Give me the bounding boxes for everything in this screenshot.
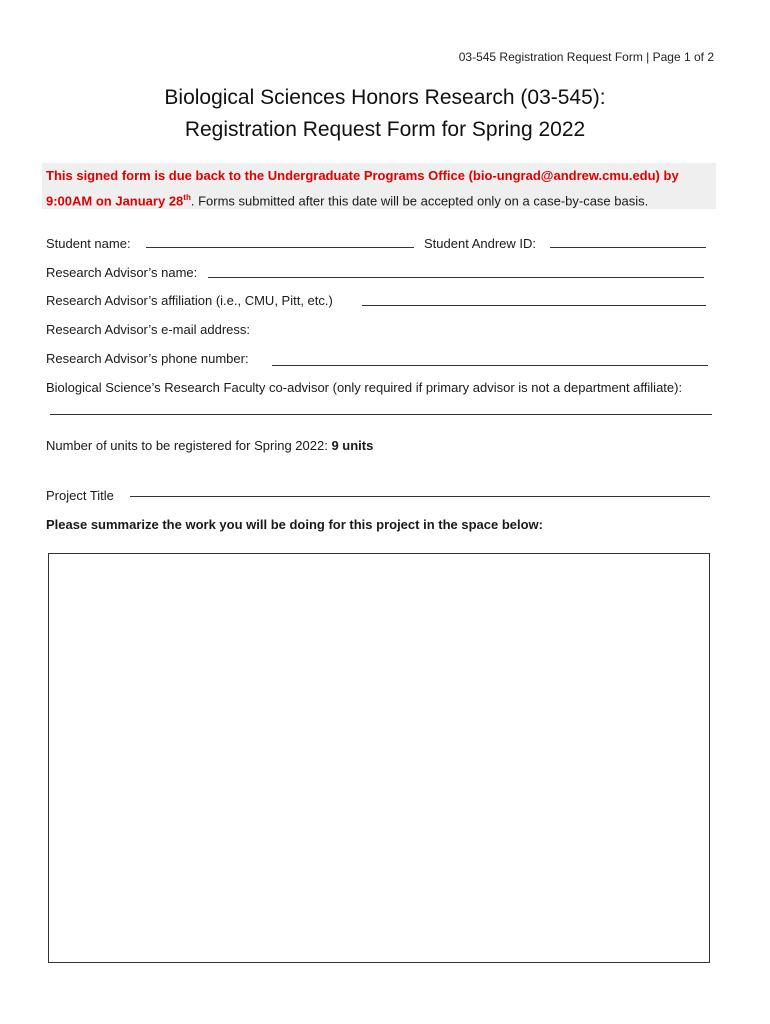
- summary-textarea[interactable]: [48, 553, 710, 963]
- advisor-affiliation-field[interactable]: [362, 305, 706, 306]
- summary-prompt: Please summarize the work you will be doing for this project in the space below:: [46, 517, 543, 532]
- form-title-line2: Registration Request Form for Spring 2022: [184, 118, 586, 141]
- notice-black-text: . Forms submitted after this date will be accepted only on a case-by-case basis.: [190, 193, 649, 209]
- notice-red-text-2: 9:00AM on January 28: [46, 193, 184, 209]
- notice-red-text-1: This signed form is due back to the Undergraduate Programs Office (bio-ungrad@andrew.cmu.edu) by: [46, 168, 679, 183]
- project-title-field[interactable]: [130, 496, 710, 497]
- units-label: Number of units to be registered for Spring 2022:: [46, 438, 328, 453]
- advisor-phone-field[interactable]: [272, 365, 708, 366]
- student-andrew-id-label: Student Andrew ID:: [424, 236, 537, 251]
- advisor-affiliation-label: Research Advisor’s affiliation (i.e., CMU, Pitt, etc.): [46, 293, 333, 308]
- advisor-name-field[interactable]: [208, 277, 704, 278]
- advisor-name-label: Research Advisor’s name:: [46, 265, 198, 280]
- units-value: 9 units: [331, 438, 374, 453]
- advisor-email-label: Research Advisor’s e-mail address:: [46, 322, 250, 337]
- page-header: 03-545 Registration Request Form | Page 1 of 2: [458, 50, 714, 64]
- deadline-notice: [42, 163, 716, 209]
- coadvisor-label: Biological Science’s Research Faculty co-advisor (only required if primary advisor is not a department affiliate):: [46, 380, 683, 395]
- student-andrew-id-field[interactable]: [550, 247, 706, 248]
- form-title: [0, 82, 770, 146]
- student-name-label: Student name:: [46, 236, 131, 251]
- advisor-phone-label: Research Advisor’s phone number:: [46, 351, 249, 366]
- form-title-line1: Biological Sciences Honors Research (03-545):: [164, 86, 606, 109]
- coadvisor-field[interactable]: [50, 414, 712, 415]
- project-title-label: Project Title: [46, 488, 114, 503]
- notice-superscript: th: [183, 193, 191, 202]
- student-name-field[interactable]: [146, 247, 414, 248]
- units-row: [46, 438, 373, 453]
